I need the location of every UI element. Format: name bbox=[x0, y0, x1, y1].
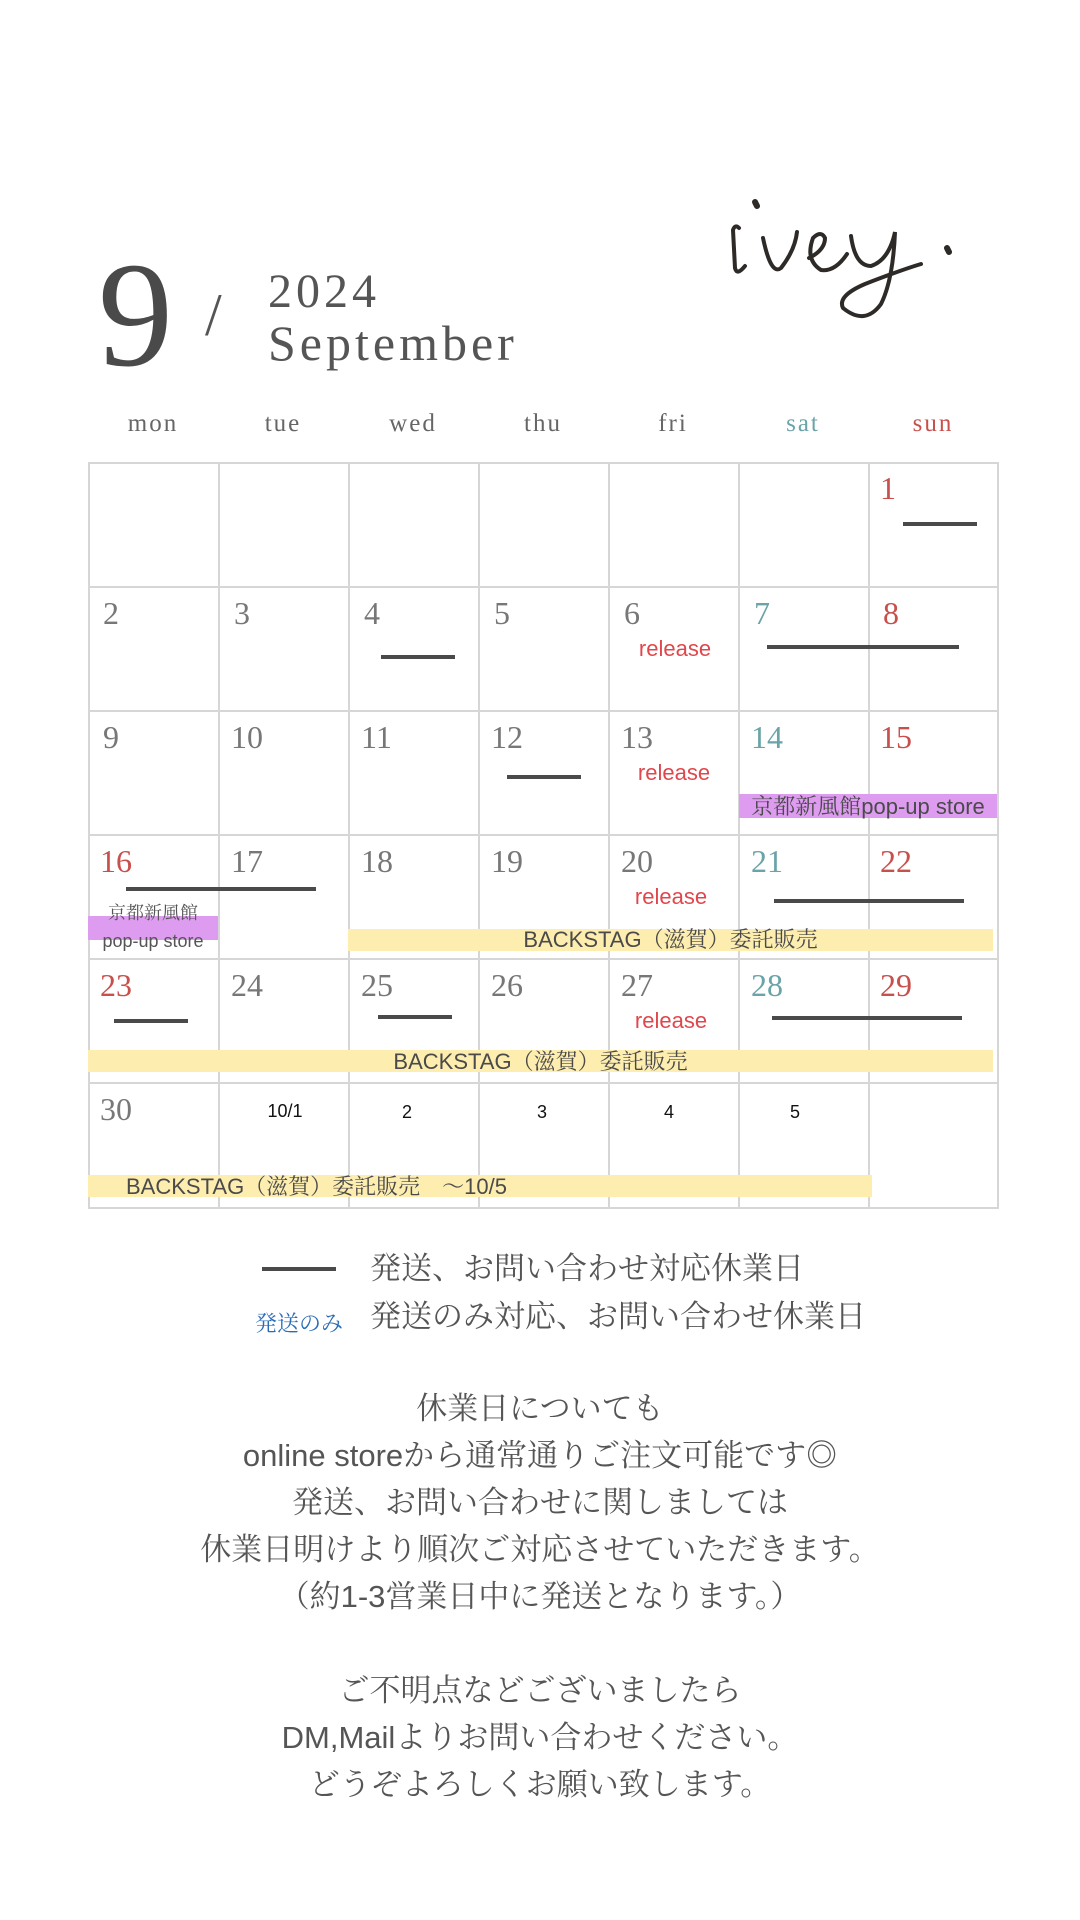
day-5: 5 bbox=[494, 595, 510, 631]
day-14: 14 bbox=[751, 719, 783, 755]
day-19: 19 bbox=[491, 843, 523, 879]
message-line: online storeから通常通りご注文可能です◎ bbox=[242, 1438, 838, 1473]
month-name: September bbox=[268, 315, 518, 371]
day-23: 23 bbox=[100, 967, 132, 1003]
day-17: 17 bbox=[231, 843, 263, 879]
closed-day-marker bbox=[772, 1016, 962, 1020]
day-6: 6 bbox=[624, 595, 640, 631]
closed-day-marker bbox=[378, 1015, 452, 1019]
day-1: 1 bbox=[880, 470, 896, 506]
day-21: 21 bbox=[751, 843, 783, 879]
legend-ship-only-text: 発送のみ対応、お問い合わせ休業日 bbox=[370, 1299, 866, 1334]
popup-store-label: 京都新風館pop-up store bbox=[751, 794, 985, 819]
legend-closed-marker bbox=[262, 1267, 336, 1271]
day-29: 29 bbox=[880, 967, 912, 1003]
release-label: release bbox=[637, 760, 711, 785]
popup-store-label-line1: 京都新風館 bbox=[108, 903, 198, 923]
release-label: release bbox=[634, 884, 708, 909]
message-line: 発送、お問い合わせに関しましては bbox=[292, 1485, 788, 1520]
date-oct-5: 5 bbox=[789, 1102, 800, 1122]
day-9: 9 bbox=[103, 719, 119, 755]
release-label: release bbox=[638, 636, 712, 661]
day-30: 30 bbox=[100, 1091, 132, 1127]
day-18: 18 bbox=[361, 843, 393, 879]
day-13: 13 bbox=[621, 719, 653, 755]
ivey-logo bbox=[725, 180, 975, 330]
day-28: 28 bbox=[751, 967, 783, 1003]
header-slash: / bbox=[205, 282, 222, 348]
day-8: 8 bbox=[883, 595, 899, 631]
date-oct-3: 3 bbox=[536, 1102, 547, 1122]
day-25: 25 bbox=[361, 967, 393, 1003]
legend-ship-only-label: 発送のみ bbox=[255, 1311, 344, 1336]
weekday-fri: fri bbox=[658, 410, 688, 437]
date-oct-2: 2 bbox=[401, 1102, 412, 1122]
day-16: 16 bbox=[100, 843, 132, 879]
closed-day-marker bbox=[507, 775, 581, 779]
backstag-consignment-label-end: BACKSTAG（滋賀）委託販売 ～10/5 bbox=[126, 1174, 507, 1199]
day-11: 11 bbox=[361, 719, 392, 755]
day-3: 3 bbox=[234, 595, 250, 631]
message-line: どうぞよろしくお願い致します。 bbox=[308, 1767, 772, 1802]
message-line: 休業日についても bbox=[416, 1391, 664, 1426]
day-4: 4 bbox=[364, 595, 380, 631]
message-line: ご不明点などございましたら bbox=[338, 1673, 742, 1708]
date-oct-1: 10/1 bbox=[267, 1101, 303, 1121]
closed-day-marker bbox=[126, 887, 316, 891]
legend-closed-text: 発送、お問い合わせ対応休業日 bbox=[370, 1251, 804, 1286]
day-2: 2 bbox=[103, 595, 119, 631]
weekday-tue: tue bbox=[264, 410, 302, 437]
message-line: （約1-3営業日中に発送となります。） bbox=[278, 1579, 802, 1614]
weekday-sat: sat bbox=[786, 410, 820, 437]
message-line: 休業日明けより順次ご対応させていただきます。 bbox=[200, 1532, 880, 1567]
day-24: 24 bbox=[231, 967, 263, 1003]
year: 2024 bbox=[268, 265, 380, 318]
backstag-consignment-label: BACKSTAG（滋賀）委託販売 bbox=[393, 1049, 688, 1074]
popup-store-label-line2: pop-up store bbox=[102, 931, 204, 951]
date-oct-4: 4 bbox=[663, 1102, 674, 1122]
closed-day-marker bbox=[381, 655, 455, 659]
closed-day-marker bbox=[767, 645, 959, 649]
closed-day-marker bbox=[114, 1019, 188, 1023]
day-15: 15 bbox=[880, 719, 912, 755]
message-line: DM,Mailよりお問い合わせください。 bbox=[281, 1720, 799, 1755]
day-12: 12 bbox=[491, 719, 523, 755]
day-20: 20 bbox=[621, 843, 653, 879]
release-label: release bbox=[634, 1008, 708, 1033]
weekday-thu: thu bbox=[524, 410, 562, 437]
weekday-sun: sun bbox=[912, 410, 954, 437]
day-27: 27 bbox=[621, 967, 653, 1003]
closed-day-marker bbox=[903, 522, 977, 526]
weekday-wed: wed bbox=[389, 410, 437, 437]
day-10: 10 bbox=[231, 719, 263, 755]
day-26: 26 bbox=[491, 967, 523, 1003]
weekday-mon: mon bbox=[127, 410, 179, 437]
closed-day-marker bbox=[774, 899, 964, 903]
month-number: 9 bbox=[98, 232, 173, 398]
day-22: 22 bbox=[880, 843, 912, 879]
day-7: 7 bbox=[754, 595, 770, 631]
backstag-consignment-label: BACKSTAG（滋賀）委託販売 bbox=[523, 927, 818, 952]
